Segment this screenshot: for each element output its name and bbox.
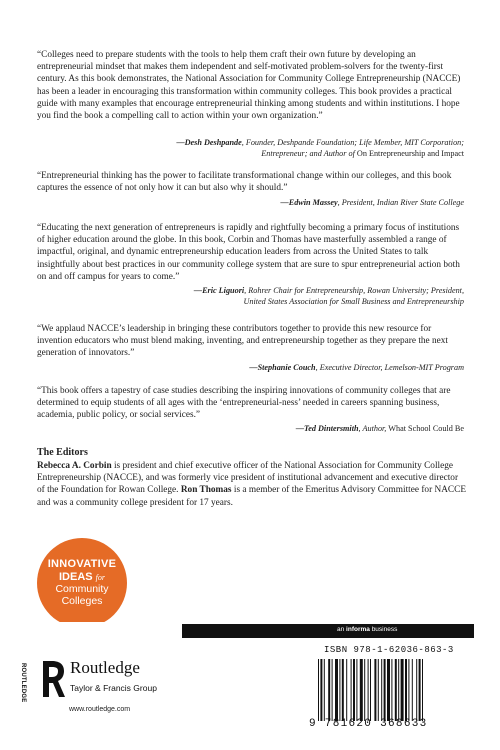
quote-deshpande: “Colleges need to prepare students with the tools to help them craft their own future by developing an entrepreneurial mindset that makes them independent and self-motivated problem-solvers for the twenty-first century. As this book demonstrates, the National Association for Community College Entrepreneurship (NACCE) has been a leader in encouraging this transformation within community colleges. This book provides a practical guide with many examples that encourage entrepreneurial thinking among students and within institutions. I hope you find the book a compelling call to action within your own organization.” <box>37 50 461 122</box>
editors-heading: The Editors <box>37 447 88 458</box>
attribution-title: , President, Indian River State College <box>337 198 464 207</box>
attribution-name: —Stephanie Couch <box>249 363 316 372</box>
publisher-name: Routledge <box>70 658 140 677</box>
attribution-liguori <box>194 285 464 307</box>
attribution-deshpande <box>176 137 464 159</box>
attribution-name: —Ted Dintersmith <box>295 424 359 433</box>
attribution-massey <box>281 197 464 208</box>
routledge-logo-icon <box>40 659 66 699</box>
informa-banner <box>182 624 474 638</box>
attribution-title: , Executive Director, Lemelson-MIT Program <box>315 363 464 372</box>
quote-dintersmith: “This book offers a tapestry of case studies describing the inspiring innovations of community colleges that are determined to equip students of all ages with the ‘entrepreneurial-ness’ needed in careers spanning business, academia, public policy, or social services.” <box>37 386 451 421</box>
attribution-title: , Founder, Deshpande Foundation; Life Member, MIT Corporation; <box>241 138 464 147</box>
editor-bio: is a member of the Emeritus Advisory Committee for NACCE and was a community college president for 17 years. <box>37 485 467 508</box>
badge-text: for <box>95 573 106 582</box>
attribution-couch <box>249 362 464 373</box>
editor-bio: is president and chief executive officer of the National Association for Community College Entrepreneurship (NACCE), and was formerly vice president of institutional advancement and executive director of the Foundation for Rowan College. <box>37 461 459 496</box>
barcode-digits: 9 781620 368633 <box>309 718 428 730</box>
publisher-vertical-mark: ROUTLEDGE <box>20 663 26 703</box>
quote-massey: “Entrepreneurial thinking has the power to facilitate transformational change within our colleges, and this book captures the essence of not only how it can but also why it should.” <box>37 171 452 194</box>
attribution-name: —Edwin Massey <box>280 198 338 207</box>
publisher-url[interactable]: www.routledge.com <box>69 706 131 713</box>
attribution-title: United States Association for Small Business and Entrepreneurship <box>243 297 464 306</box>
badge-line: Colleges <box>61 595 103 607</box>
attribution-name: —Eric Liguori <box>193 286 245 295</box>
isbn-label: ISBN 978-1-62036-863-3 <box>324 645 454 655</box>
badge-line <box>37 572 127 583</box>
informa-text <box>337 626 397 633</box>
badge-line: INNOVATIVE <box>47 558 117 570</box>
attribution-dintersmith <box>296 423 464 434</box>
informa-suffix: business <box>369 626 398 633</box>
attribution-name: —Desh Deshpande <box>176 138 242 147</box>
barcode-icon <box>318 659 458 721</box>
badge-text: IDEAS <box>58 571 93 583</box>
badge-line: Community <box>55 583 109 595</box>
attribution-title: , Rohrer Chair for Entrepreneurship, Rowan University; President, <box>244 286 464 295</box>
attribution-book: On Entrepreneurship and Impact <box>354 149 464 158</box>
series-badge <box>37 538 127 628</box>
attribution-book: What School Could Be <box>386 424 464 433</box>
editors-bio <box>37 460 467 509</box>
editor-name: Rebecca A. Corbin <box>37 461 112 471</box>
informa-prefix: an <box>337 626 345 633</box>
editor-name: Ron Thomas <box>180 485 232 496</box>
publisher-group: Taylor & Francis Group <box>70 683 157 693</box>
informa-brand: informa <box>346 626 370 633</box>
quote-liguori: “Educating the next generation of entrepreneurs is rapidly and rightfully becoming a primary focus of institutions of higher education around the globe. In this book, Corbin and Thomas have masterfully assembled a range of impactful, original, and dynamic entrepreneurship education leaders from across the United States to talk insightfully about best practices in our community college system that are sure to spur entrepreneurial action both on and off campus for years to come.” <box>37 223 460 282</box>
attribution-title: , Author, <box>358 424 387 433</box>
quote-couch: “We applaud NACCE’s leadership in bringing these contributors together to provide this new resource for invention educators who must blend making, inventing, and entrepreneurship together as they prepare the next generation of innovators.” <box>37 324 449 359</box>
attribution-title: Entrepreneur; and Author of <box>261 149 355 158</box>
